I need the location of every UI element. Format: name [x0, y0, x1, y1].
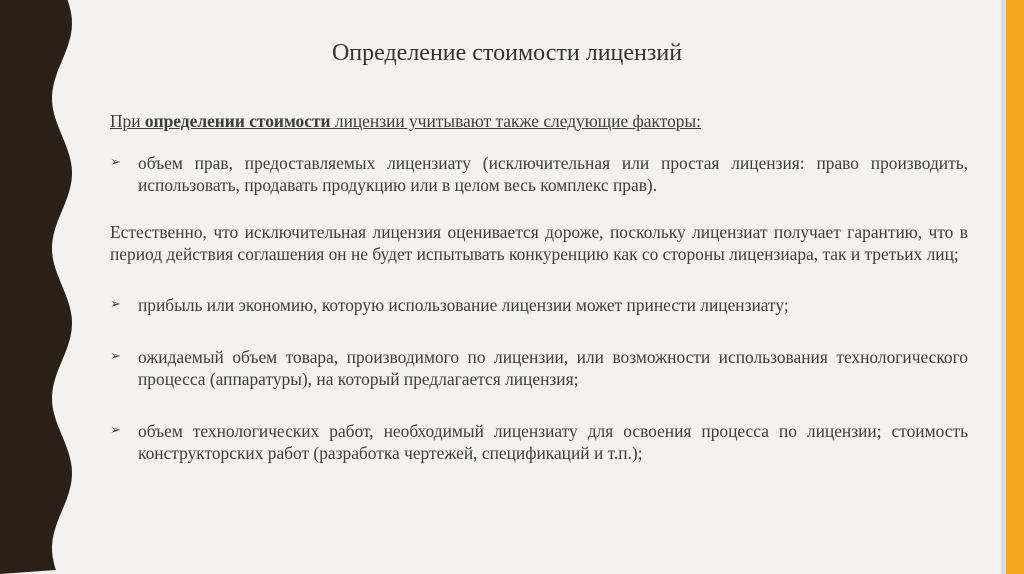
bullet-text: объем прав, предоставляемых лицензиату (исключительная или простая лицензия: право производить, использовать, продавать продукцию или в целом весь комплекс прав).: [138, 153, 968, 195]
intro-prefix: При: [110, 111, 145, 131]
right-accent-strip-gold: [1006, 0, 1024, 574]
slide-title: Определение стоимости лицензий: [331, 40, 683, 66]
bullet-text: прибыль или экономию, которую использование лицензии может принести лицензиату;: [138, 295, 789, 315]
bullet-item: [110, 152, 968, 196]
bullet-item: [110, 294, 968, 316]
intro-line: [110, 110, 968, 132]
bullet-arrow-icon: ➢: [110, 155, 121, 170]
intro-bold: определении стоимости: [144, 111, 331, 131]
bullet-text: ожидаемый объем товара, производимого по лицензии, или возможности использования технологического процесса (аппаратуры), на который предлагается лицензия;: [138, 347, 968, 389]
intro-suffix: лицензии учитывают также следующие факторы:: [330, 111, 701, 131]
bullet-arrow-icon: ➢: [110, 349, 121, 364]
explanation-paragraph: Естественно, что исключительная лицензия оценивается дороже, поскольку лицензиат получает гарантию, что в период действия соглашения он не будет испытывать конкуренцию как со стороны лицензиара, так и третьих лиц;: [110, 222, 968, 264]
decorative-wave-band: [0, 0, 90, 574]
bullet-text: объем технологических работ, необходимый лицензиату для освоения процесса по лицензии; стоимость конструкторских работ (разработка чертежей, спецификаций и т.п.);: [138, 421, 968, 463]
slide-content: [110, 110, 968, 464]
bullet-arrow-icon: ➢: [110, 423, 121, 438]
bullet-item: [110, 420, 968, 464]
bullet-arrow-icon: ➢: [110, 297, 121, 312]
bullet-item: [110, 346, 968, 390]
